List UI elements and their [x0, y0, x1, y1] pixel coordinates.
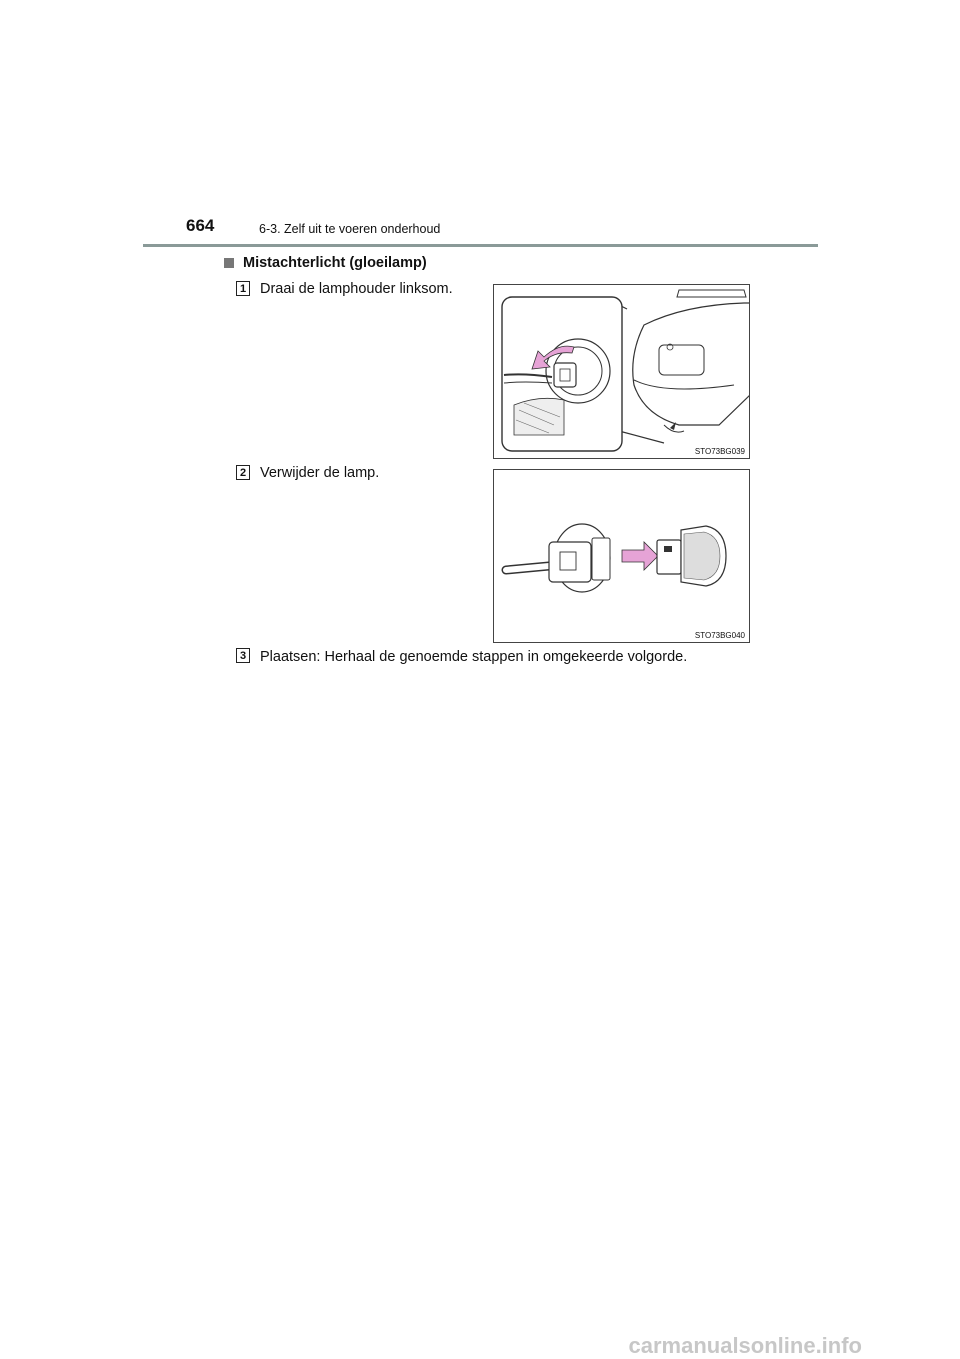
section-title: 6-3. Zelf uit te voeren onderhoud: [259, 222, 441, 236]
lamp-holder-illustration: [494, 285, 750, 459]
step-2-badge: 2: [236, 465, 250, 480]
figure-remove-bulb: [493, 469, 750, 643]
figure-2-code: STO73BG040: [694, 631, 745, 640]
step-2-text: Verwijder de lamp.: [260, 465, 380, 481]
step-3-badge: 3: [236, 648, 250, 663]
step-3-text: Plaatsen: Herhaal de genoemde stappen in omgekeerde volgorde.: [260, 649, 688, 665]
figure-1-code: STO73BG039: [694, 447, 745, 456]
header-rule: [143, 244, 818, 247]
step-1-text: Draai de lamphouder linksom.: [260, 281, 453, 297]
step-1-badge: 1: [236, 281, 250, 296]
remove-bulb-illustration: [494, 470, 750, 643]
subsection-heading: [224, 255, 427, 271]
figure-lamp-holder: [493, 284, 750, 459]
heading-square-icon: [224, 258, 234, 268]
watermark: carmanualsonline.info: [628, 1333, 862, 1358]
heading-text: Mistachterlicht (gloeilamp): [243, 255, 427, 271]
page-number: 664: [186, 216, 215, 235]
